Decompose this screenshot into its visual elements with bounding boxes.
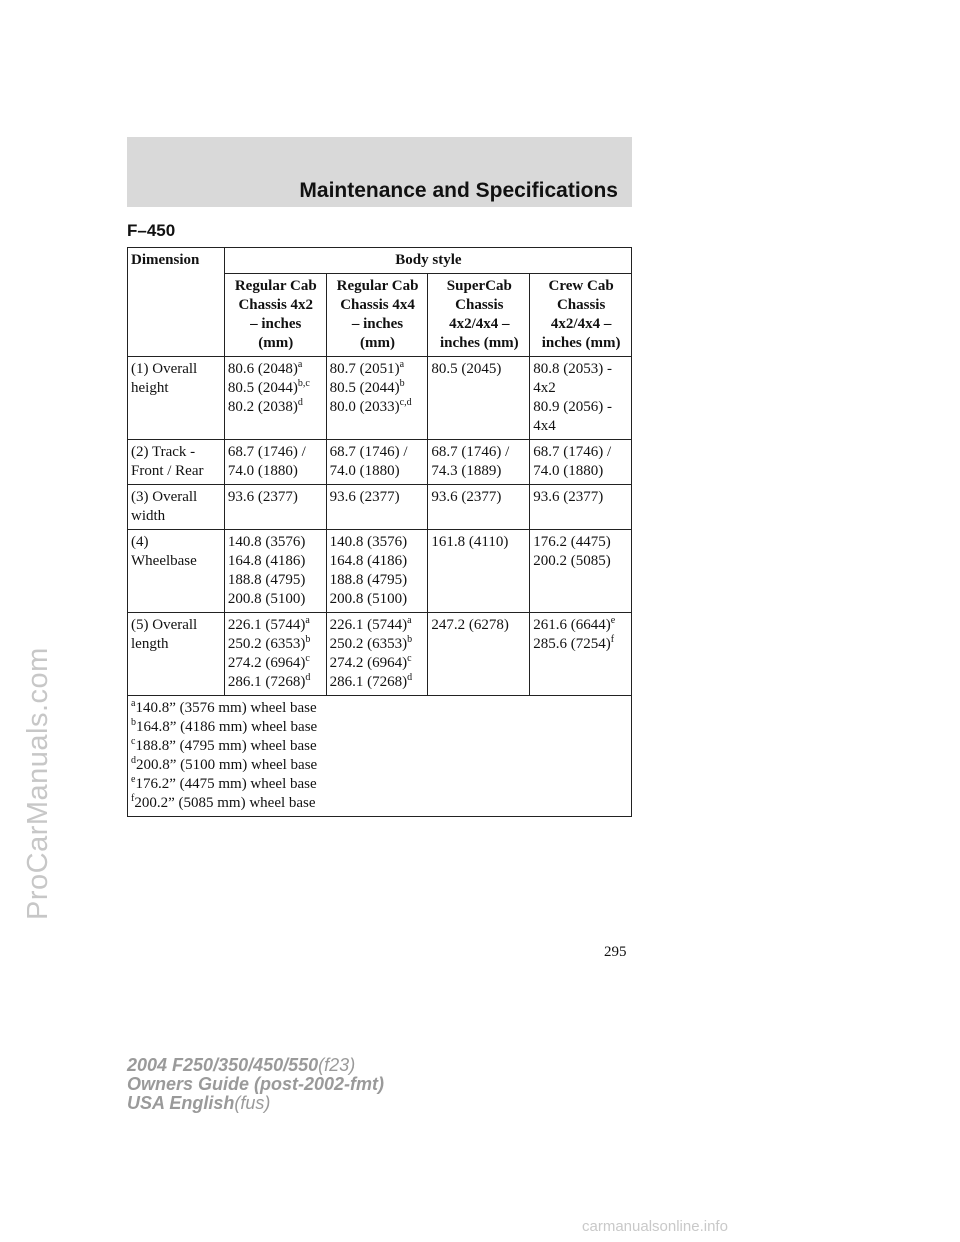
dimension-line: (1) Overall	[131, 361, 198, 377]
table-row	[128, 613, 632, 696]
table-header	[128, 248, 632, 357]
footnote-marker: a	[407, 615, 412, 626]
value-text: 93.6 (2377)	[533, 489, 604, 505]
footnote-text: 140.8” (3576 mm) wheel base	[135, 700, 317, 716]
value-line	[228, 590, 324, 609]
value-line	[431, 443, 527, 462]
value-line	[228, 533, 324, 552]
footnote-marker: f	[610, 634, 615, 645]
value-line	[330, 552, 426, 571]
value-text: 261.6 (6644)	[533, 617, 611, 633]
value-text: 200.8 (5100)	[227, 591, 306, 607]
footer-line-1	[127, 1056, 384, 1075]
value-line	[228, 360, 324, 379]
footnote-text: 176.2” (4475 mm) wheel base	[135, 776, 317, 792]
dimension-line: (2) Track -	[131, 444, 196, 460]
footnote-mark: b	[131, 717, 136, 728]
value-text: 74.0 (1880)	[227, 463, 298, 479]
value-cell	[326, 530, 428, 613]
dimension-cell	[128, 440, 225, 485]
value-line	[533, 443, 629, 462]
footnote-marker: a	[305, 615, 310, 626]
footnote-marker: b	[305, 634, 311, 645]
value-line	[533, 417, 629, 436]
footnote-text: 164.8” (4186 mm) wheel base	[136, 719, 318, 735]
value-line	[533, 552, 629, 571]
value-text: 4x4	[533, 418, 556, 434]
value-line	[330, 673, 426, 692]
table-row	[128, 530, 632, 613]
page-number: 295	[604, 944, 627, 960]
value-text: 188.8 (4795)	[227, 572, 306, 588]
value-line	[330, 398, 426, 417]
table-header-row-1	[128, 248, 632, 274]
value-cell	[224, 440, 326, 485]
page-header-title: Maintenance and Specifications	[299, 179, 618, 202]
value-text: 80.9 (2056) -	[533, 399, 612, 415]
value-text: 93.6 (2377)	[227, 489, 298, 505]
table-row	[128, 440, 632, 485]
value-text: 200.2 (5085)	[533, 553, 611, 569]
dimension-line: (3) Overall	[131, 489, 198, 505]
value-line	[228, 398, 324, 417]
value-cell	[326, 613, 428, 696]
value-text: 274.2 (6964)	[227, 655, 306, 671]
value-text: 68.7 (1746) /	[431, 444, 510, 460]
dimension-line: Front / Rear	[131, 463, 204, 479]
dimension-header: Dimension	[128, 248, 225, 357]
value-line	[431, 360, 527, 379]
header-band	[127, 137, 632, 207]
value-line	[330, 616, 426, 635]
value-text: 274.2 (6964)	[329, 655, 408, 671]
column-header-line: inches (mm)	[541, 335, 621, 351]
footnote	[131, 794, 629, 813]
dimension-line: Wheelbase	[131, 553, 197, 569]
dimension-line: (5) Overall	[131, 617, 198, 633]
value-text: 80.5 (2044)	[227, 380, 298, 396]
value-line	[228, 616, 324, 635]
footnote-mark: a	[131, 698, 136, 709]
footnote-marker: e	[610, 615, 616, 626]
value-line	[533, 379, 629, 398]
footnote-marker: a	[297, 359, 303, 370]
bottom-watermark: carmanualsonline.info	[582, 1218, 728, 1235]
value-text: 93.6 (2377)	[431, 489, 502, 505]
value-text: 285.6 (7254)	[533, 636, 611, 652]
body-style-header: Body style	[224, 248, 631, 274]
value-line	[330, 379, 426, 398]
value-line	[330, 462, 426, 481]
value-line	[431, 533, 527, 552]
column-header-line: Regular Cab	[234, 278, 317, 294]
dimension-line: width	[131, 508, 166, 524]
value-text: 250.2 (6353)	[227, 636, 306, 652]
dimensions-table	[127, 247, 632, 817]
value-line	[228, 654, 324, 673]
value-cell	[428, 530, 530, 613]
footer-model: 2004 F250/350/450/550	[127, 1055, 319, 1075]
value-line	[228, 635, 324, 654]
value-cell	[530, 440, 632, 485]
value-cell	[224, 530, 326, 613]
value-text: 164.8 (4186)	[227, 553, 306, 569]
value-cell	[530, 613, 632, 696]
footnote-marker: c	[407, 653, 412, 664]
footer-line-2: Owners Guide (post-2002-fmt)	[127, 1074, 385, 1094]
footer-language: USA English	[127, 1093, 235, 1113]
document-footer	[127, 1056, 384, 1113]
value-line	[533, 462, 629, 481]
value-cell	[224, 485, 326, 530]
value-text: 188.8 (4795)	[329, 572, 408, 588]
value-text: 68.7 (1746) /	[227, 444, 306, 460]
column-header	[530, 274, 632, 357]
footnote	[131, 775, 629, 794]
value-cell	[326, 357, 428, 440]
value-line	[330, 654, 426, 673]
column-header-line: inches (mm)	[439, 335, 519, 351]
footnote-marker: a	[399, 359, 405, 370]
table-row	[128, 357, 632, 440]
column-header-line: 4x2/4x4 –	[449, 316, 510, 332]
footnote-mark: e	[131, 774, 136, 785]
value-cell	[428, 357, 530, 440]
value-text: 247.2 (6278)	[431, 617, 509, 633]
column-header-line: (mm)	[258, 335, 294, 351]
value-text: 250.2 (6353)	[329, 636, 408, 652]
value-text: 140.8 (3576)	[329, 534, 408, 550]
value-text: 140.8 (3576)	[227, 534, 306, 550]
footnote-marker: d	[305, 672, 311, 683]
footnote-marker: c	[305, 653, 310, 664]
value-cell	[530, 357, 632, 440]
column-header-line: SuperCab	[446, 278, 512, 294]
value-text: 226.1 (5744)	[227, 617, 306, 633]
footnote-text: 200.8” (5100 mm) wheel base	[136, 757, 318, 773]
value-line	[330, 488, 426, 507]
value-text: 4x2	[533, 380, 556, 396]
value-text: 80.6 (2048)	[227, 361, 298, 377]
value-line	[228, 488, 324, 507]
value-text: 161.8 (4110)	[431, 534, 509, 550]
footnote-marker: d	[407, 672, 413, 683]
value-line	[533, 488, 629, 507]
column-header-line: – inches	[351, 316, 404, 332]
value-text: 164.8 (4186)	[329, 553, 408, 569]
value-line	[228, 443, 324, 462]
value-line	[330, 360, 426, 379]
column-header-line: – inches	[250, 316, 302, 332]
footnote-mark: c	[131, 736, 136, 747]
column-header	[326, 274, 428, 357]
value-line	[431, 488, 527, 507]
value-line	[431, 462, 527, 481]
value-line	[228, 552, 324, 571]
value-text: 80.5 (2044)	[329, 380, 400, 396]
value-text: 176.2 (4475)	[533, 534, 611, 550]
value-cell	[428, 485, 530, 530]
value-text: 80.5 (2045)	[431, 361, 502, 377]
value-line	[330, 590, 426, 609]
footer-language-code: (fus)	[234, 1093, 271, 1113]
value-line	[533, 533, 629, 552]
value-line	[533, 635, 629, 654]
column-header	[224, 274, 326, 357]
footnote-marker: b,c	[297, 378, 310, 389]
dimension-cell	[128, 357, 225, 440]
footnote-mark: d	[131, 755, 136, 766]
column-header-line: (mm)	[360, 335, 396, 351]
footnote	[131, 756, 629, 775]
value-line	[431, 616, 527, 635]
value-text: 74.0 (1880)	[329, 463, 400, 479]
value-text: 68.7 (1746) /	[533, 444, 612, 460]
section-title: F–450	[127, 221, 176, 240]
value-line	[228, 571, 324, 590]
footer-model-code: (f23)	[318, 1055, 356, 1075]
footnote-marker: c,d	[399, 397, 412, 408]
footnote-text: 188.8” (4795 mm) wheel base	[135, 738, 317, 754]
value-text: 226.1 (5744)	[329, 617, 408, 633]
value-cell	[428, 613, 530, 696]
value-cell	[530, 485, 632, 530]
footnote-text: 200.2” (5085 mm) wheel base	[134, 795, 316, 811]
value-text: 286.1 (7268)	[227, 674, 306, 690]
footnotes-cell	[128, 696, 632, 817]
value-text: 80.8 (2053) -	[533, 361, 612, 377]
column-header-line: Chassis 4x4	[340, 297, 415, 313]
table-body	[128, 357, 632, 817]
value-line	[533, 398, 629, 417]
value-text: 200.8 (5100)	[329, 591, 408, 607]
column-header-line: Regular Cab	[336, 278, 419, 294]
value-line	[228, 673, 324, 692]
value-text: 286.1 (7268)	[329, 674, 408, 690]
value-text: 74.0 (1880)	[533, 463, 604, 479]
footnote	[131, 699, 629, 718]
value-text: 74.3 (1889)	[431, 463, 502, 479]
column-header-line: 4x2/4x4 –	[550, 316, 612, 332]
footnote-marker: b	[399, 378, 405, 389]
footnote-mark: f	[131, 793, 135, 804]
footnote-marker: b	[407, 634, 413, 645]
dimension-line: height	[131, 380, 169, 396]
dimension-cell	[128, 530, 225, 613]
value-cell	[224, 357, 326, 440]
value-cell	[530, 530, 632, 613]
value-line	[330, 571, 426, 590]
value-cell	[326, 440, 428, 485]
side-watermark: ProCarManuals.com	[22, 647, 54, 920]
column-header-line: Chassis	[556, 297, 606, 313]
footnotes-row	[128, 696, 632, 817]
value-line	[330, 533, 426, 552]
value-line	[533, 616, 629, 635]
footnote	[131, 718, 629, 737]
column-header-line: Chassis	[455, 297, 504, 313]
value-cell	[326, 485, 428, 530]
value-text: 93.6 (2377)	[329, 489, 400, 505]
value-line	[533, 360, 629, 379]
column-header-line: Crew Cab	[548, 278, 614, 294]
dimension-line: length	[131, 636, 169, 652]
value-text: 80.0 (2033)	[329, 399, 400, 415]
value-text: 80.2 (2038)	[227, 399, 298, 415]
value-line	[228, 379, 324, 398]
footer-line-3	[127, 1094, 384, 1113]
dimension-cell	[128, 613, 225, 696]
value-cell	[224, 613, 326, 696]
value-line	[330, 443, 426, 462]
footnote	[131, 737, 629, 756]
value-line	[228, 462, 324, 481]
dimension-line: (4)	[131, 534, 149, 550]
value-cell	[428, 440, 530, 485]
column-header-line: Chassis 4x2	[238, 297, 314, 313]
footnote-marker: d	[297, 397, 303, 408]
table-row	[128, 485, 632, 530]
column-header	[428, 274, 530, 357]
value-text: 80.7 (2051)	[329, 361, 400, 377]
value-line	[330, 635, 426, 654]
dimension-cell	[128, 485, 225, 530]
value-text: 68.7 (1746) /	[329, 444, 408, 460]
